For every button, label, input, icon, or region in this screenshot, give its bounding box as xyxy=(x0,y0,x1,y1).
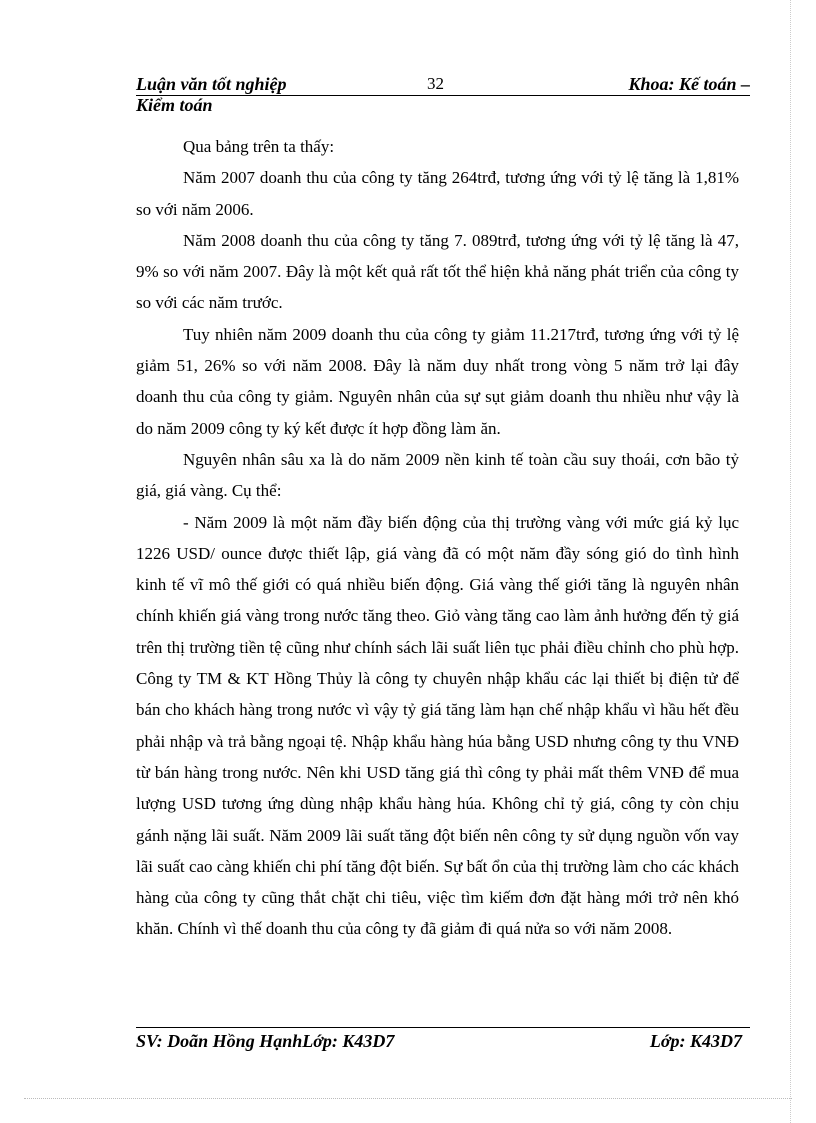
page-number: 32 xyxy=(427,74,444,93)
paragraph: Nguyên nhân sâu xa là do năm 2009 nền kinh tế toàn cầu suy thoái, cơn bão tỷ giá, giá vàng. Cụ thể: xyxy=(136,449,739,501)
footer-student: SV: Doãn Hồng HạnhLớp: K43D7 xyxy=(136,1031,395,1051)
header-thesis-title: Luận văn tốt nghiệp xyxy=(136,74,287,94)
footer-class: Lớp: K43D7 xyxy=(649,1031,742,1051)
paragraph: Năm 2007 doanh thu của công ty tăng 264trđ, tương ứng với tỷ lệ tăng là 1,81% so với năm 2006. xyxy=(136,168,739,219)
header-faculty-continued: Kiểm toán xyxy=(136,95,213,115)
header-faculty: Khoa: Kế toán – xyxy=(628,74,750,94)
page-edge-bottom xyxy=(24,1098,792,1099)
page-edge-right xyxy=(790,0,791,1123)
page-header xyxy=(136,74,750,96)
page-footer xyxy=(136,1031,742,1053)
footer-rule xyxy=(136,1027,750,1028)
paragraph: Qua bảng trên ta thấy: xyxy=(183,137,335,156)
paragraph: Năm 2008 doanh thu của công ty tăng 7. 089trđ, tương ứng với tỷ lệ tăng là 47, 9% so với năm 2007. Đây là một kết quả rất tốt thể hiện khả năng phát triển của công ty so với các năm trước. xyxy=(136,230,739,313)
paragraph: Tuy nhiên năm 2009 doanh thu của công ty giảm 11.217trđ, tương ứng với tỷ lệ giảm 51, 26% so với năm 2008. Đây là năm duy nhất trong vòng 5 năm trở lại đây doanh thu của công ty giảm. Nguyên nhân của sự sụt giảm doanh thu nhiều như vậy là do năm 2009 công ty ký kết được ít hợp đồng làm ăn. xyxy=(136,324,739,438)
paragraph: - Năm 2009 là một năm đầy biến động của thị trường vàng với mức giá kỷ lục 1226 USD/ ounce được thiết lập, giá vàng đã có một năm đầy sóng gió do tình hình kinh tế vĩ mô thế giới có quá nhiều biến động. Giá vàng thế giới tăng là nguyên nhân chính khiến giá vàng trong nước tăng theo. Giỏ vàng tăng cao làm ảnh hưởng đến tỷ giá trên thị trường tiền tệ cũng như chính sách lãi suất liên tục phải điều chỉnh cho phù hợp. Công ty TM & KT Hồng Thủy là công ty chuyên nhập khẩu các lại thiết bị điện tử để bán cho khách hàng trong nước vì vậy tỷ giá tăng làm hạn chế nhập khẩu vì hầu hết đều phải nhập và trả bằng ngoại tệ. Nhập khẩu hàng húa bằng USD nhưng công ty thu VNĐ từ bán hàng trong nước. Nên khi USD tăng giá thì công ty phải mất thêm VNĐ để mua lượng USD tương ứng dùng nhập khẩu hàng húa. Không chỉ tỷ giá, công ty còn chịu gánh nặng lãi suất. Năm 2009 lãi suất tăng đột biến nên công ty sử dụng nguồn vốn vay lãi suất cao càng khiến chi phí tăng đột biến. Sự bất ổn của thị trường làm cho các khách hàng của công ty cũng thắt chặt chi tiêu, việc tìm kiếm đơn đặt hàng mới trở nên khó khăn. Chính vì thế doanh thu của công ty đã giảm đi quá nửa so với năm 2008. xyxy=(136,512,739,939)
header-rule xyxy=(136,95,750,96)
body-text xyxy=(136,131,739,945)
